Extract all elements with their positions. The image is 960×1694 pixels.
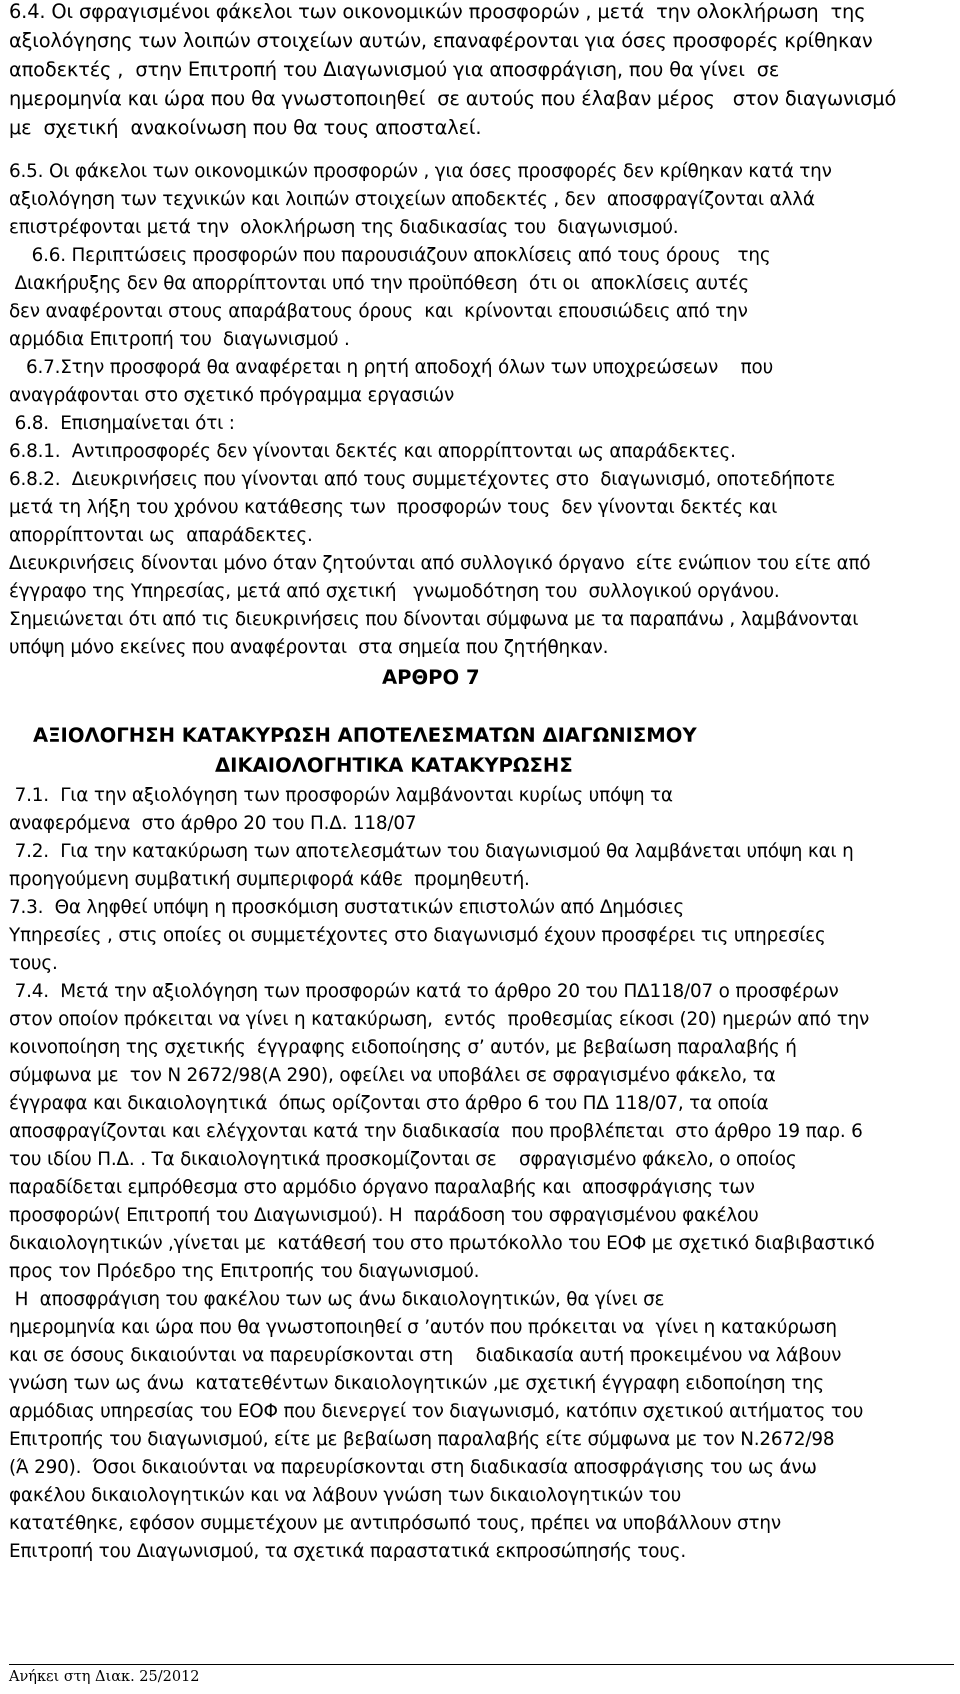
text-line: ημερομηνία και ώρα που θα γνωστοποιηθεί σε αυτούς που έλαβαν μέρος στον διαγωνισμό (9, 87, 897, 110)
text-line: με σχετική ανακοίνωση που θα τους αποσταλεί. (9, 116, 482, 139)
text-line: Σημειώνεται ότι από τις διευκρινήσεις που δίνονται σύμφωνα με τα παραπάνω , λαμβάνονται (9, 609, 859, 630)
text-line: κατατέθηκε, εφόσον συμμετέχουν με αντιπρόσωπό τους, πρέπει να υποβάλλουν στην (9, 1513, 781, 1534)
text-line: Διακήρυξης δεν θα απορρίπτονται υπό την προϋπόθεση ότι οι αποκλίσεις αυτές (9, 273, 750, 294)
text-line: Επιτροπή του Διαγωνισμού, τα σχετικά παραστατικά εκπροσώπησής τους. (9, 1541, 686, 1562)
article-subtitle: ΔΙΚΑΙΟΛΟΓΗΤΙΚΑ ΚΑΤΑΚΥΡΩΣΗΣ (215, 754, 573, 777)
text-line: Η αποσφράγιση του φακέλου των ως άνω δικαιολογητικών, θα γίνει σε (9, 1289, 665, 1310)
text-line: αποσφραγίζονται και ελέγχονται κατά την διαδικασία που προβλέπεται στο άρθρο 19 παρ. 6 (9, 1121, 863, 1142)
text-line: 7.1. Για την αξιολόγηση των προσφορών λαμβάνονται κυρίως υπόψη τα (9, 785, 673, 806)
text-line: αρμόδια Επιτροπή του διαγωνισμού . (9, 329, 350, 350)
text-line: και σε όσους δικαιούνται να παρευρίσκονται στη διαδικασία αυτή προκειμένου να λάβουν (9, 1345, 842, 1366)
text-line: 6.7.Στην προσφορά θα αναφέρεται η ρητή αποδοχή όλων των υποχρεώσεων που (9, 357, 774, 378)
text-line: επιστρέφονται μετά την ολοκλήρωση της διαδικασίας του διαγωνισμού. (9, 217, 679, 238)
article-heading: ΑΡΘΡΟ 7 (382, 666, 480, 689)
text-line: στον οποίον πρόκειται να γίνει η κατακύρωση, εντός προθεσμίας είκοσι (20) ημερών από την (9, 1009, 870, 1030)
text-line: έγγραφο της Υπηρεσίας, μετά από σχετική γνωμοδότηση του συλλογικού οργάνου. (9, 581, 780, 602)
text-line: δικαιολογητικών ,γίνεται με κατάθεσή του στο πρωτόκολλο του ΕΟΦ με σχετικό διαβιβαστικό (9, 1233, 875, 1254)
text-line: αποδεκτές , στην Επιτροπή του Διαγωνισμού για αποσφράγιση, που θα γίνει σε (9, 58, 780, 81)
text-line: (Ά 290). Όσοι δικαιούνται να παρευρίσκονται στη διαδικασία αποσφράγισης του ως άνω (9, 1457, 817, 1478)
text-line: 6.5. Οι φάκελοι των οικονομικών προσφορών , για όσες προσφορές δεν κρίθηκαν κατά την (9, 161, 832, 182)
article-title: ΑΞΙΟΛΟΓΗΣΗ ΚΑΤΑΚΥΡΩΣΗ ΑΠΟΤΕΛΕΣΜΑΤΩΝ ΔΙΑΓΩΝΙΣΜΟΥ (33, 724, 697, 747)
text-line: Διευκρινήσεις δίνονται μόνο όταν ζητούνται από συλλογικό όργανο είτε ενώπιον του είτε από (9, 553, 871, 574)
text-line: προηγούμενη συμβατική συμπεριφορά κάθε προμηθευτή. (9, 869, 530, 890)
text-line: μετά τη λήξη του χρόνου κατάθεσης των προσφορών τους δεν γίνονται δεκτές και (9, 497, 778, 518)
text-line: έγγραφα και δικαιολογητικά όπως ορίζονται στο άρθρο 6 του ΠΔ 118/07, τα οποία (9, 1093, 769, 1114)
text-line: 7.4. Μετά την αξιολόγηση των προσφορών κατά το άρθρο 20 του ΠΔ118/07 ο προσφέρων (9, 981, 839, 1002)
text-line: σύμφωνα με τον Ν 2672/98(Α 290), οφείλει να υποβάλει σε σφραγισμένο φάκελο, τα (9, 1065, 776, 1086)
page-footer: Ανήκει στη Διακ. 25/2012 (9, 1669, 200, 1685)
text-line: αναγράφονται στο σχετικό πρόγραμμα εργασιών (9, 385, 455, 406)
text-line: 6.8. Επισημαίνεται ότι : (9, 413, 235, 434)
text-line: 6.6. Περιπτώσεις προσφορών που παρουσιάζουν αποκλίσεις από τους όρους της (9, 245, 771, 266)
text-line: υπόψη μόνο εκείνες που αναφέρονται στα σημεία που ζητήθηκαν. (9, 637, 609, 658)
text-line: 6.8.2. Διευκρινήσεις που γίνονται από τους συμμετέχοντες στο διαγωνισμό, οποτεδήποτε (9, 469, 836, 490)
text-line: του ιδίου Π.Δ. . Τα δικαιολογητικά προσκομίζονται σε σφραγισμένο φάκελο, ο οποίος (9, 1149, 797, 1170)
text-line: τους. (9, 953, 58, 974)
text-line: αξιολόγηση των τεχνικών και λοιπών στοιχείων αποδεκτές , δεν αποσφραγίζονται αλλά (9, 189, 815, 210)
text-line: γνώση των ως άνω κατατεθέντων δικαιολογητικών ,με σχετική έγγραφη ειδοποίηση της (9, 1373, 824, 1394)
text-line: κοινοποίηση της σχετικής έγγραφης ειδοποίησης σ’ αυτόν, με βεβαίωση παραλαβής ή (9, 1037, 797, 1058)
text-line: αναφερόμενα στο άρθρο 20 του Π.Δ. 118/07 (9, 813, 417, 834)
text-line: ημερομηνία και ώρα που θα γνωστοποιηθεί σ ’αυτόν που πρόκειται να γίνει η κατακύρωση (9, 1317, 837, 1338)
text-line: απορρίπτονται ως απαράδεκτες. (9, 525, 313, 546)
footer-divider (9, 1664, 954, 1665)
text-line: 7.2. Για την κατακύρωση των αποτελεσμάτων του διαγωνισμού θα λαμβάνεται υπόψη και η (9, 841, 854, 862)
text-line: προς τον Πρόεδρο της Επιτροπής του διαγωνισμού. (9, 1261, 480, 1282)
text-line: φακέλου δικαιολογητικών και να λάβουν γνώση των δικαιολογητικών του (9, 1485, 682, 1506)
text-line: 6.8.1. Αντιπροσφορές δεν γίνονται δεκτές και απορρίπτονται ως απαράδεκτες. (9, 441, 736, 462)
text-line: δεν αναφέρονται στους απαράβατους όρους και κρίνονται επουσιώδεις από την (9, 301, 748, 322)
text-line: παραδίδεται εμπρόθεσμα στο αρμόδιο όργανο παραλαβής και αποσφράγισης των (9, 1177, 755, 1198)
text-line: 7.3. Θα ληφθεί υπόψη η προσκόμιση συστατικών επιστολών από Δημόσιες (9, 897, 684, 918)
text-line: Υπηρεσίες , στις οποίες οι συμμετέχοντες στο διαγωνισμό έχουν προσφέρει τις υπηρεσίες (9, 925, 826, 946)
text-line: αξιολόγησης των λοιπών στοιχείων αυτών, επαναφέρονται για όσες προσφορές κρίθηκαν (9, 29, 873, 52)
text-line: προσφορών( Επιτροπή του Διαγωνισμού). Η παράδοση του σφραγισμένου φακέλου (9, 1205, 759, 1226)
text-line: αρμόδιας υπηρεσίας του ΕΟΦ που διενεργεί τον διαγωνισμό, κατόπιν σχετικού αιτήματος του (9, 1401, 864, 1422)
text-line: 6.4. Οι σφραγισμένοι φάκελοι των οικονομικών προσφορών , μετά την ολοκλήρωση της (9, 0, 866, 23)
text-line: Επιτροπής του διαγωνισμού, είτε με βεβαίωση παραλαβής είτε σύμφωνα με τον Ν.2672/98 (9, 1429, 835, 1450)
